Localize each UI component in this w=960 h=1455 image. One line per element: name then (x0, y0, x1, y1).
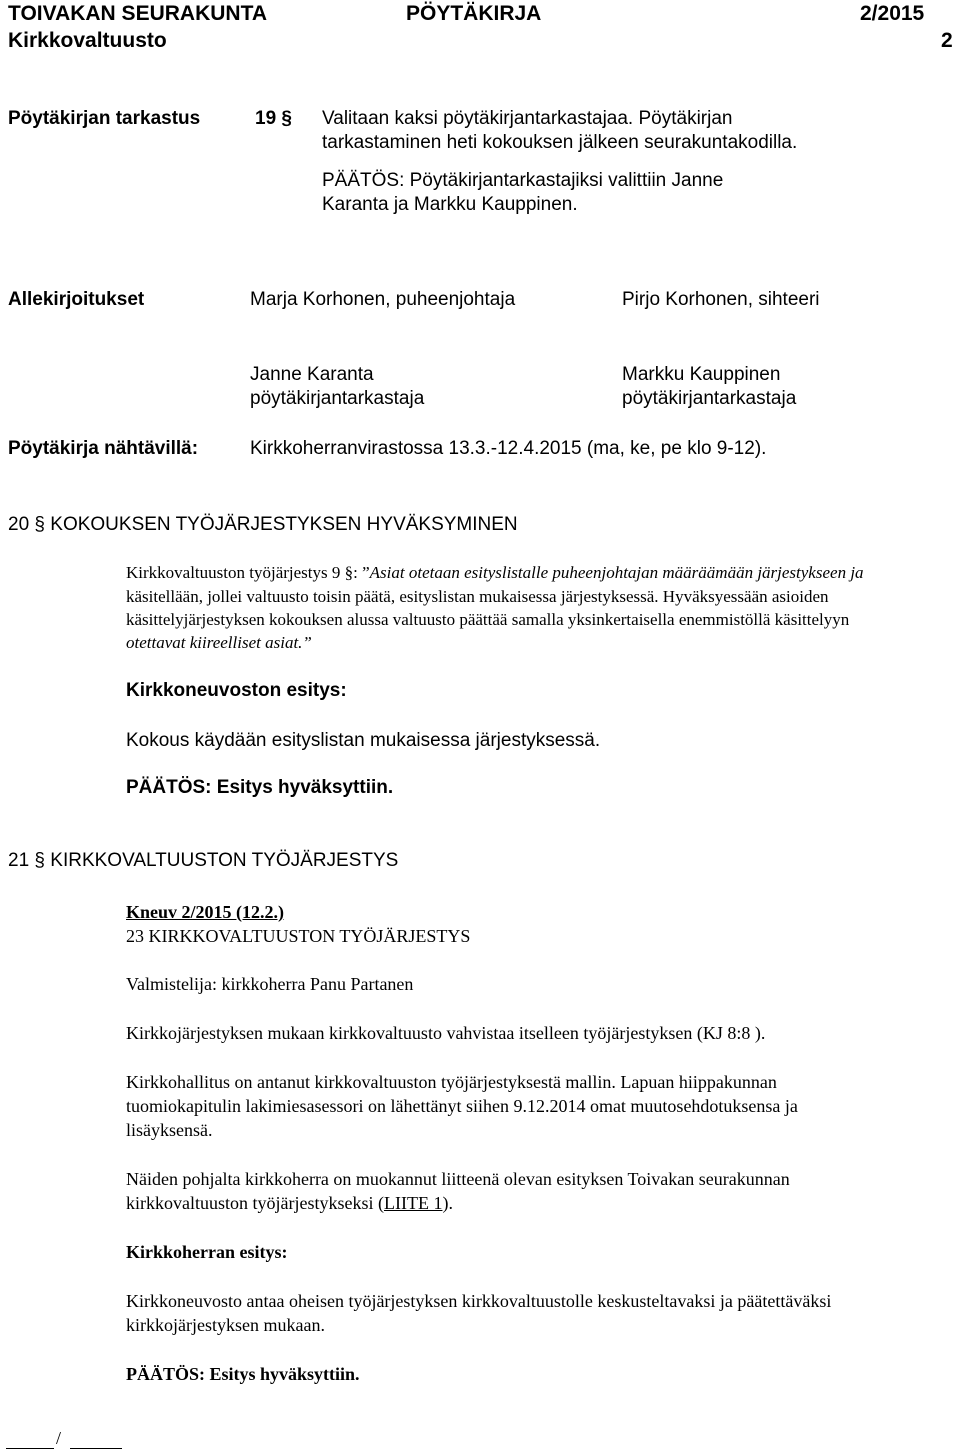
sec21-paragraph2-line3: lisäyksensä. (126, 1120, 213, 1140)
sec21-paragraph3-text: kirkkovaltuuston työjärjestykseksi ( (126, 1193, 384, 1213)
section-sign-icon: § (344, 563, 354, 582)
signature-chair: Marja Korhonen, puheenjohtaja (250, 289, 516, 310)
sec21-proposal-line2: kirkkojärjestyksen mukaan. (126, 1315, 325, 1335)
sec21-proposal-label: Kirkkoherran esitys: (126, 1242, 288, 1262)
signatures-label: Allekirjoitukset (8, 289, 145, 310)
sec21-paragraph1: Kirkkojärjestyksen mukaan kirkkovaltuusto vahvistaa itselleen työjärjestyksen (KJ 8:8 ). (126, 1023, 766, 1043)
sec20-proposal: Kokous käydään esityslistan mukaisessa järjestyksessä. (126, 730, 601, 751)
sec21-heading (8, 850, 398, 872)
sec21-proposal-line1: Kirkkoneuvosto antaa oheisen työjärjestyksen kirkkovaltuustolle keskusteltavaksi ja päätettäväksi (126, 1291, 832, 1311)
sec21-paragraph3-end: ). (442, 1193, 453, 1213)
signature-checker1-name: Janne Karanta (250, 364, 374, 385)
sec20-proposal-label: Kirkkoneuvoston esitys: (126, 680, 347, 701)
sec21-paragraph3-line1: Näiden pohjalta kirkkoherra on muokannut liitteenä olevan esityksen Toivakan seurakunnan (126, 1169, 790, 1189)
sec21-paragraph3-line2 (126, 1193, 453, 1214)
header-org: TOIVAKAN SEURAKUNTA (8, 2, 268, 25)
section-sign-icon: § (34, 514, 45, 535)
sec20-quote-line3: käsittelyjärjestyksen kokouksen alussa valtuusto päättää samalla yksinkertaisella enemmistöllä käsittelyyn (126, 610, 850, 629)
sec20-num: 20 (8, 514, 30, 535)
sec20-quote-line4: otettavat kiireelliset asiat.” (126, 633, 312, 652)
sec19-title: Pöytäkirjan tarkastus (8, 108, 201, 129)
section-sign-icon: § (34, 850, 45, 871)
sec21-num: 21 (8, 850, 30, 871)
header-doc-type: PÖYTÄKIRJA (406, 2, 542, 25)
display-value: Kirkkoherranvirastossa 13.3.-12.4.2015 (ma, ke, pe klo 9-12). (250, 438, 767, 459)
sec21-reference: Kneuv 2/2015 (12.2.) (126, 902, 285, 922)
sec21-preparer: Valmistelija: kirkkoherra Panu Partanen (126, 974, 414, 994)
signature-secretary: Pirjo Korhonen, sihteeri (622, 289, 820, 310)
initials-line-right (70, 1448, 122, 1449)
sec20-quote: Asiat otetaan esityslistalle puheenjohtajan määräämään järjestykseen ja (369, 563, 864, 582)
sec20-quote-open: : ” (353, 563, 370, 582)
sec20-quote-line2: käsitellään, jollei valtuusto toisin päätä, esityslistan mukaisessa järjestyksessä. Hyväksyessään asioiden (126, 587, 829, 606)
sec19-number (255, 108, 292, 130)
sec21-decision: PÄÄTÖS: Esitys hyväksyttiin. (126, 1364, 360, 1384)
section-sign-icon: § (281, 108, 292, 129)
sec20-decision: PÄÄTÖS: Esitys hyväksyttiin. (126, 777, 394, 798)
sec20-intro: Kirkkovaltuuston työjärjestys 9 (126, 563, 341, 582)
sec21-reference-title: 23 KIRKKOVALTUUSTON TYÖJÄRJESTYS (126, 926, 471, 946)
sec20-quote-line1 (126, 563, 864, 583)
signature-checker2-name: Markku Kauppinen (622, 364, 781, 385)
sec21-paragraph2-line2: tuomiokapitulin lakimiesasessori on lähettänyt siihen 9.12.2014 omat muutosehdotuksensa ja (126, 1096, 798, 1116)
attachment-link[interactable]: LIITE 1 (383, 1193, 443, 1213)
initials-slash: / (56, 1428, 62, 1448)
sec21-title: KIRKKOVALTUUSTON TYÖJÄRJESTYS (50, 850, 399, 871)
sec19-text-line1: Valitaan kaksi pöytäkirjantarkastajaa. Pöytäkirjan (322, 108, 733, 129)
sec19-decision-line2: Karanta ja Markku Kauppinen. (322, 194, 578, 215)
signature-checker1-role: pöytäkirjantarkastaja (250, 388, 425, 409)
sec19-text-line2: tarkastaminen heti kokouksen jälkeen seurakuntakodilla. (322, 132, 798, 153)
header-page-number: 2 (941, 29, 953, 52)
signature-checker2-role: pöytäkirjantarkastaja (622, 388, 797, 409)
sec19-num: 19 (255, 108, 277, 129)
display-label: Pöytäkirja nähtävillä: (8, 438, 199, 459)
sec20-title: KOKOUKSEN TYÖJÄRJESTYKSEN HYVÄKSYMINEN (50, 514, 518, 535)
sec19-decision-line1: PÄÄTÖS: Pöytäkirjantarkastajiksi valittiin Janne (322, 170, 724, 191)
initials-line-left (6, 1448, 54, 1449)
header-body: Kirkkovaltuusto (8, 29, 167, 52)
sec21-paragraph2-line1: Kirkkohallitus on antanut kirkkovaltuuston työjärjestyksestä mallin. Lapuan hiippakunnan (126, 1072, 777, 1092)
header-number: 2/2015 (860, 2, 925, 25)
sec20-heading (8, 514, 518, 536)
